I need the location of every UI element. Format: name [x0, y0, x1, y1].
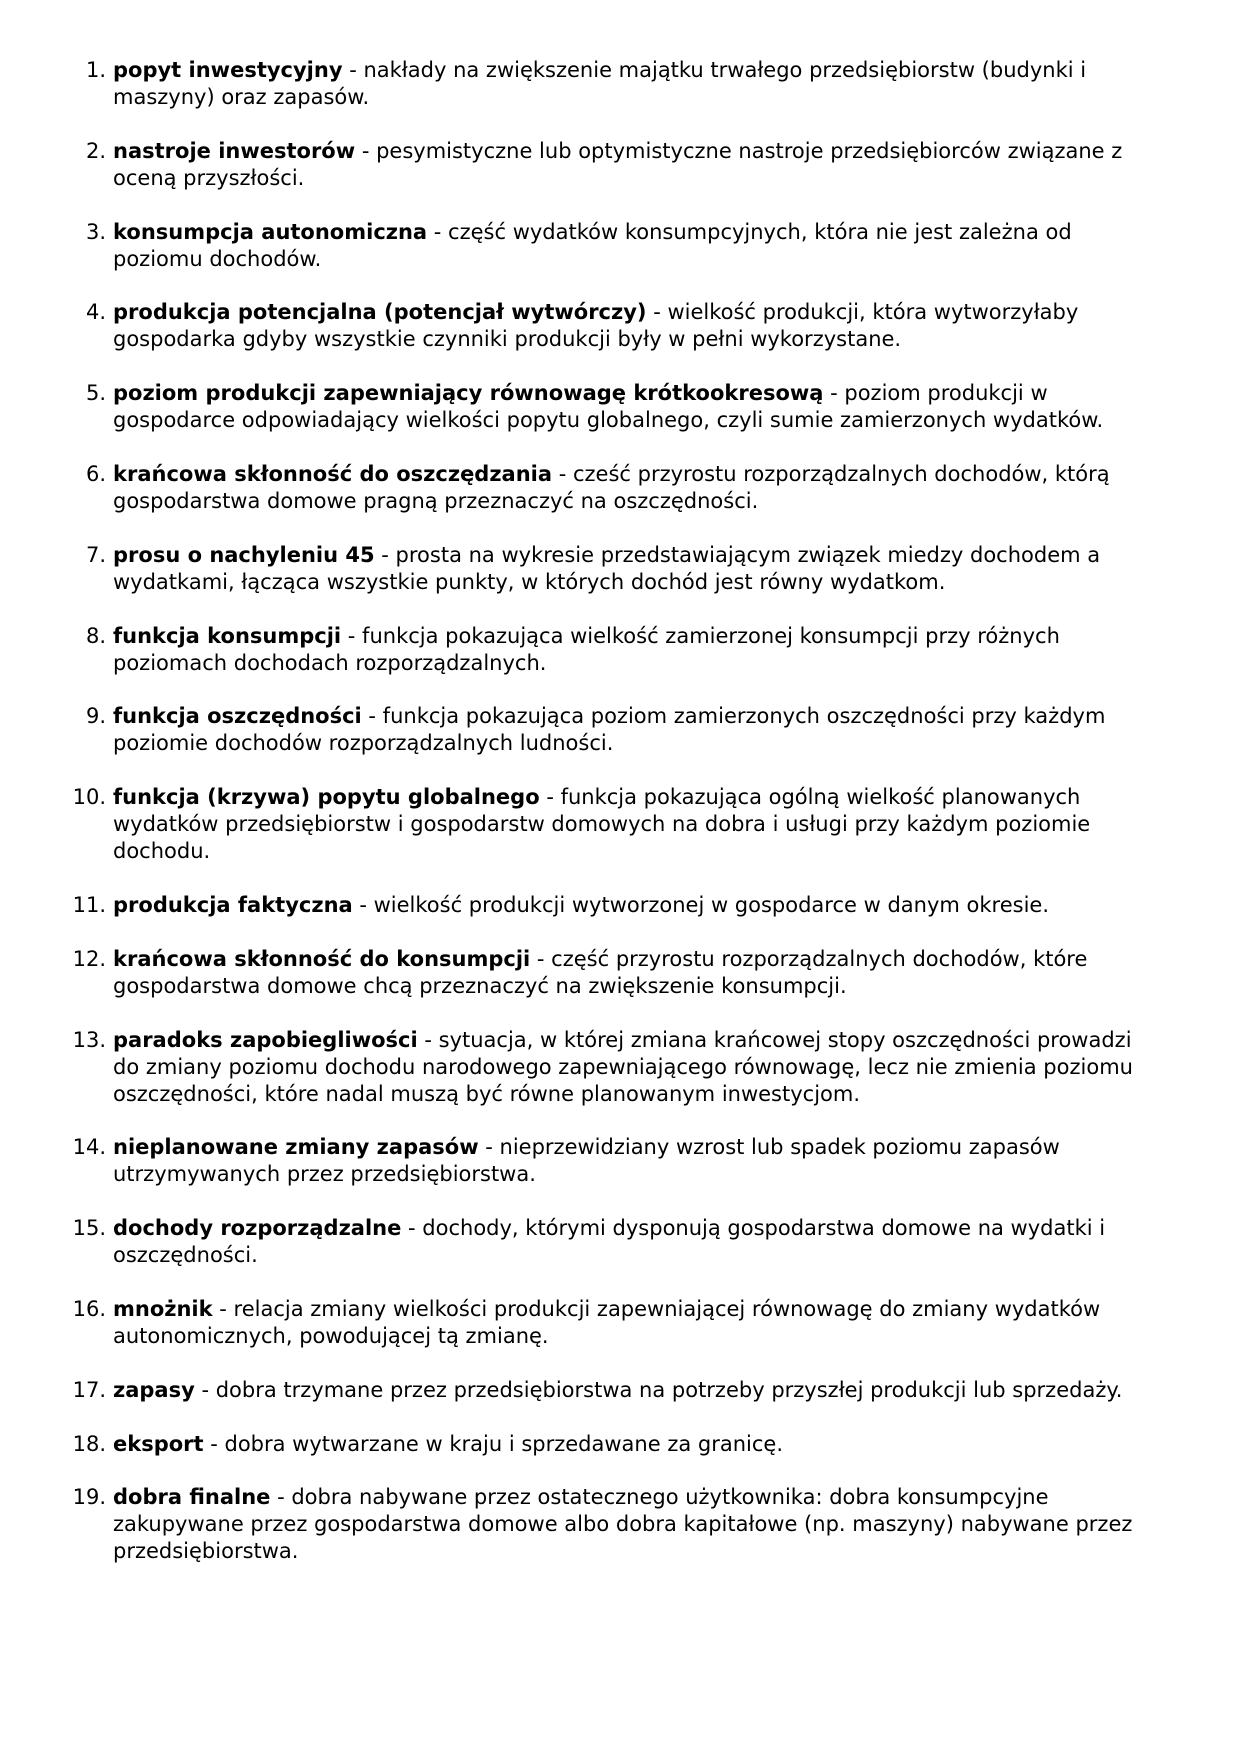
item-number: 12.	[72, 946, 106, 971]
item-number: 9.	[85, 704, 106, 729]
item-number: 10.	[72, 785, 106, 810]
item-term: funkcja (krzywa) popytu globalnego	[113, 785, 540, 810]
glossary-item	[70, 1484, 1160, 1565]
item-term: zapasy	[113, 1377, 195, 1402]
item-number: 8.	[85, 623, 106, 648]
glossary-list	[70, 57, 1160, 1565]
item-number: 16.	[72, 1296, 106, 1321]
glossary-item	[70, 623, 1160, 677]
glossary-item	[70, 299, 1160, 353]
item-definition: - funkcja pokazująca ogólną wielkość planowanych wydatków przedsiębiorstw i gospodarstw domowych na dobra i usługi przy każdym poziomie dochodu.	[113, 785, 1091, 864]
glossary-item	[70, 1215, 1160, 1269]
item-definition: - sytuacja, w której zmiana krańcowej stopy oszczędności prowadzi do zmiany poziomu dochodu narodowego zapewniającego równowagę, lecz nie zmienia poziomu oszczędności, które nadal muszą być równe planowanym inwestycjom.	[113, 1027, 1133, 1106]
item-number: 15.	[72, 1216, 106, 1241]
item-term: poziom produkcji zapewniający równowagę krótkookresową	[113, 381, 824, 406]
item-number: 17.	[72, 1377, 106, 1402]
item-term: eksport	[113, 1431, 204, 1456]
item-term: funkcja oszczędności	[113, 704, 362, 729]
item-definition: - dobra wytwarzane w kraju i sprzedawane za granicę.	[203, 1431, 784, 1456]
item-definition: - część przyrostu rozporządzalnych dochodów, które gospodarstwa domowe chcą przeznaczyć na zwiększenie konsumpcji.	[113, 946, 1088, 998]
glossary-item	[70, 57, 1160, 111]
item-definition: - poziom produkcji w gospodarce odpowiadający wielkości popytu globalnego, czyli sumie zamierzonych wydatków.	[113, 381, 1104, 433]
item-definition: - prosta na wykresie przedstawiającym związek miedzy dochodem a wydatkami, łącząca wszystkie punkty, w których dochód jest równy wydatkom.	[113, 542, 1101, 594]
item-definition: - dobra nabywane przez ostatecznego użytkownika: dobra konsumpcyjne zakupywane przez gospodarstwa domowe albo dobra kapitałowe (np. maszyny) nabywane przez przedsiębiorstwa.	[113, 1485, 1133, 1564]
item-term: mnożnik	[113, 1296, 213, 1321]
item-number: 19.	[72, 1485, 106, 1510]
item-term: prosu o nachyleniu 45	[113, 542, 375, 567]
item-number: 7.	[85, 542, 106, 567]
item-definition: - nakłady na zwiększenie majątku trwałego przedsiębiorstw (budynki i maszyny) oraz zapasów.	[113, 58, 1087, 109]
item-term: funkcja konsumpcji	[113, 623, 342, 648]
item-term: produkcja potencjalna (potencjał wytwórczy)	[113, 300, 647, 325]
glossary-item	[70, 542, 1160, 596]
glossary-item	[70, 1431, 1160, 1458]
glossary-item	[70, 1296, 1160, 1350]
item-definition: - relacja zmiany wielkości produkcji zapewniającej równowagę do zmiany wydatków autonomicznych, powodującej tą zmianę.	[113, 1296, 1101, 1348]
item-term: paradoks zapobiegliwości	[113, 1027, 418, 1052]
item-number: 14.	[72, 1135, 106, 1160]
glossary-item	[70, 892, 1160, 919]
item-term: dobra finalne	[113, 1485, 271, 1510]
item-term: dochody rozporządzalne	[113, 1216, 402, 1241]
item-number: 1.	[85, 58, 106, 82]
glossary-item	[70, 380, 1160, 434]
item-number: 5.	[85, 381, 106, 406]
glossary-item	[70, 1377, 1160, 1404]
item-definition: - część wydatków konsumpcyjnych, która nie jest zależna od poziomu dochodów.	[113, 219, 1072, 271]
glossary-item	[70, 1027, 1160, 1108]
glossary-item	[70, 784, 1160, 865]
item-number: 4.	[85, 300, 106, 325]
item-number: 11.	[72, 892, 106, 917]
item-number: 3.	[85, 219, 106, 244]
glossary-item	[70, 946, 1160, 1000]
item-term: produkcja faktyczna	[113, 892, 353, 917]
item-term: nastroje inwestorów	[113, 138, 356, 163]
item-definition: - cześć przyrostu rozporządzalnych dochodów, którą gospodarstwa domowe pragną przeznaczyć na oszczędności.	[113, 461, 1110, 513]
item-definition: - funkcja pokazująca wielkość zamierzonej konsumpcji przy różnych poziomach dochodach rozporządzalnych.	[113, 623, 1060, 675]
item-term: popyt inwestycyjny	[113, 58, 343, 82]
item-term: konsumpcja autonomiczna	[113, 219, 428, 244]
item-number: 18.	[72, 1431, 106, 1456]
item-number: 6.	[85, 461, 106, 486]
glossary-item	[70, 461, 1160, 515]
item-definition: - wielkość produkcji, która wytworzyłaby gospodarka gdyby wszystkie czynniki produkcji były w pełni wykorzystane.	[113, 300, 1079, 352]
item-definition: - pesymistyczne lub optymistyczne nastroje przedsiębiorców związane z oceną przyszłości.	[113, 138, 1123, 190]
item-definition: - nieprzewidziany wzrost lub spadek poziomu zapasów utrzymywanych przez przedsiębiorstwa.	[113, 1135, 1060, 1187]
item-term: nieplanowane zmiany zapasów	[113, 1135, 479, 1160]
item-definition: - dochody, którymi dysponują gospodarstwa domowe na wydatki i oszczędności.	[113, 1216, 1106, 1268]
glossary-item	[70, 219, 1160, 273]
item-definition: - dobra trzymane przez przedsiębiorstwa na potrzeby przyszłej produkcji lub sprzedaży.	[194, 1377, 1123, 1402]
glossary-item	[70, 1134, 1160, 1188]
item-term: krańcowa skłonność do konsumpcji	[113, 946, 531, 971]
item-number: 2.	[85, 138, 106, 163]
glossary-item	[70, 138, 1160, 192]
item-number: 13.	[72, 1027, 106, 1052]
item-definition: - funkcja pokazująca poziom zamierzonych oszczędności przy każdym poziomie dochodów rozporządzalnych ludności.	[113, 704, 1106, 756]
glossary-item	[70, 703, 1160, 757]
item-term: krańcowa skłonność do oszczędzania	[113, 461, 553, 486]
item-definition: - wielkość produkcji wytworzonej w gospodarce w danym okresie.	[352, 892, 1049, 917]
